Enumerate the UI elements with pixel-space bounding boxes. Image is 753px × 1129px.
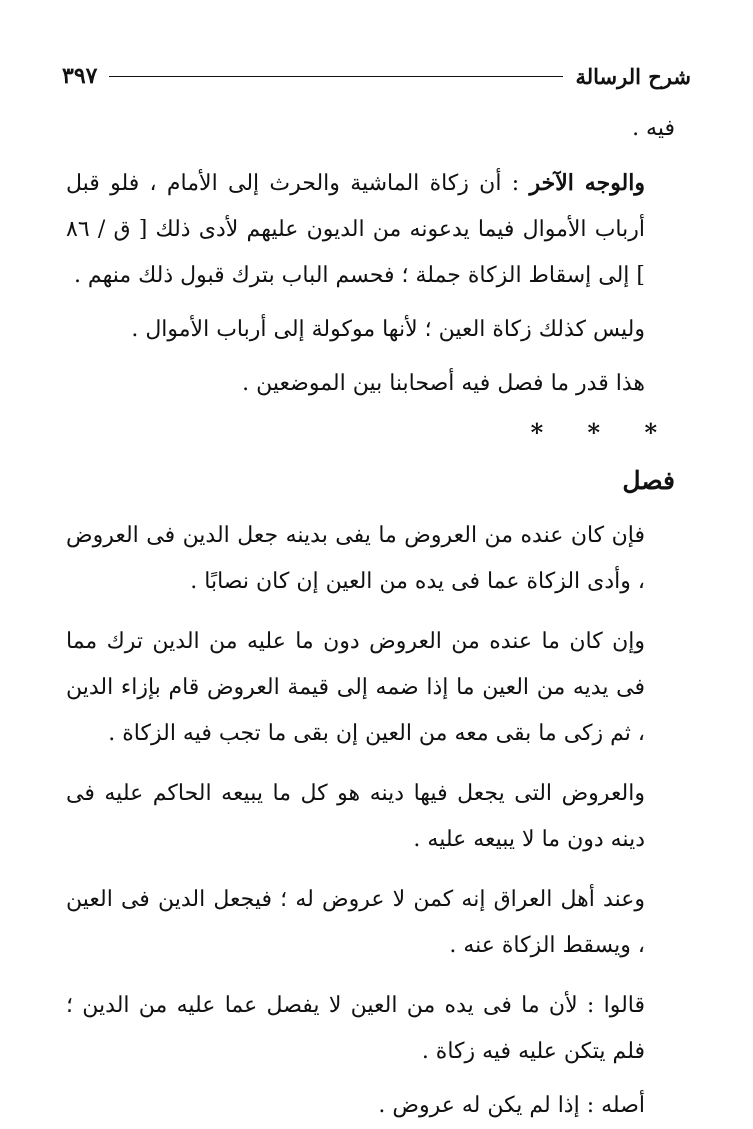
running-title: شرح الرسالة: [575, 63, 691, 89]
paragraph-urud-insufficient: وإن كان ما عنده من العروض دون ما عليه من الدين ترك مما فى يديه من العين ما إذا ضمه إلى قيمة العروض قام بإزاء الدين ، ثم زكى ما بقى معه من العين إن بقى ما تجب فيه الزكاة .: [66, 629, 645, 746]
section-heading: فصل: [622, 466, 675, 495]
paragraph-principle: أصله : إذا لم يكن له عروض .: [378, 1093, 645, 1118]
body-text: [66, 106, 675, 1129]
paragraph-zakat-ayn: وليس كذلك زكاة العين ؛ لأنها موكولة إلى أرباب الأموال .: [131, 317, 645, 342]
paragraph-continuation: فيه .: [632, 116, 675, 141]
page-header: [62, 56, 691, 96]
paragraph-other-aspect: [66, 160, 675, 299]
paragraph-argument: قالوا : لأن ما فى يده من العين لا يفصل عما عليه من الدين ؛ فلم يتكن عليه فيه زكاة .: [66, 993, 645, 1064]
header-rule: [109, 76, 563, 77]
paragraph-urud-sufficient: فإن كان عنده من العروض ما يفى بدينه جعل الدين فى العروض ، وأدى الزكاة عما فى يده من العين إن كان نصابًا .: [66, 523, 645, 594]
paragraph-lead-term: والوجه الآخر: [529, 170, 645, 196]
paragraph-body: : أن زكاة الماشية والحرث إلى الأمام ، فلو قبل أرباب الأموال فيما يدعونه من الديون عليهم لأدى ذلك [ ق / ٨٦ ] إلى إسقاط الزكاة جملة ؛ فحسم الباب بترك قبول ذلك منهم .: [66, 171, 645, 288]
section-divider-stars: * * *: [530, 418, 675, 447]
page-number: ٣٩٧: [62, 63, 98, 89]
paragraph-urud-definition: والعروض التى يجعل فيها دينه هو كل ما يبيعه الحاكم عليه فى دينه دون ما لا يبيعه عليه .: [66, 781, 645, 852]
paragraph-iraq-view: وعند أهل العراق إنه كمن لا عروض له ؛ فيجعل الدين فى العين ، ويسقط الزكاة عنه .: [66, 887, 645, 958]
paragraph-summary: هذا قدر ما فصل فيه أصحابنا بين الموضعين .: [242, 371, 645, 396]
